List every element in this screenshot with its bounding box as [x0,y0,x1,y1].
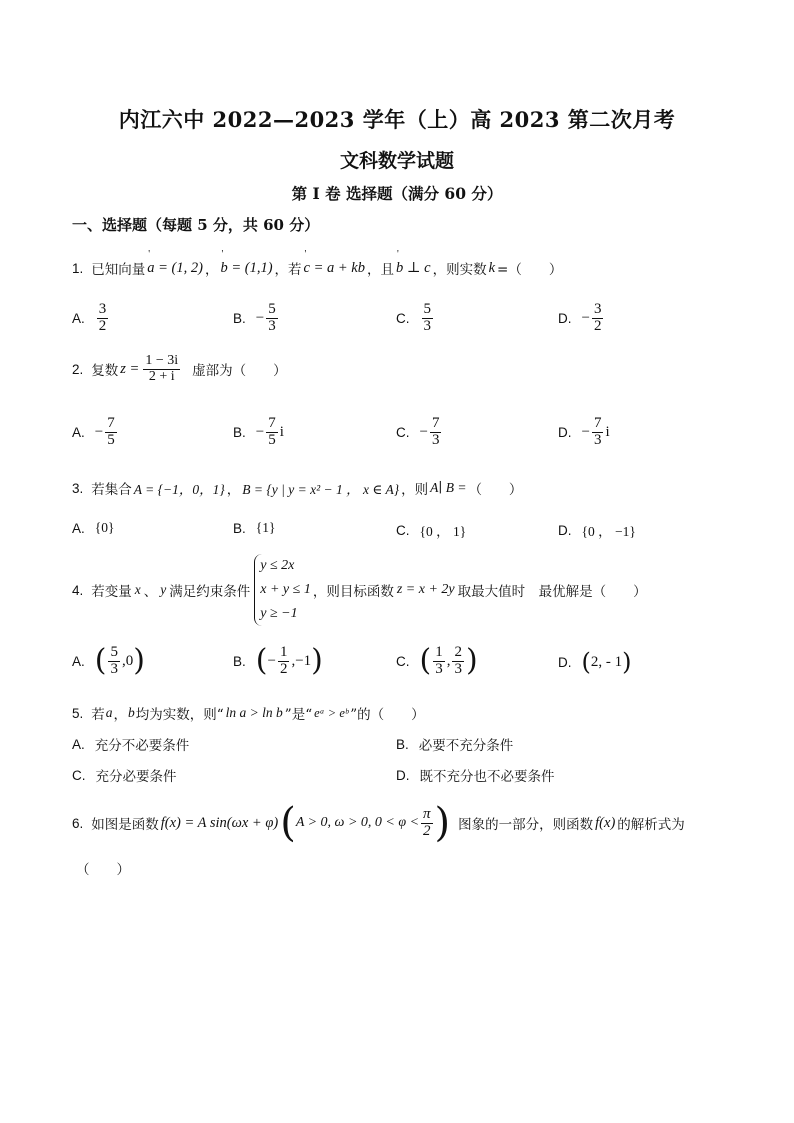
question-number: 6. [72,815,84,831]
q5-option-c[interactable]: C. 充分必要条件 [72,767,177,785]
page-subtitle: 文科数学试题 [339,150,454,172]
question-number: 2. [72,361,84,377]
q2-option-a[interactable]: A. − $\frac{7}{5}$ [72,415,115,448]
q4-option-b[interactable]: B. ( − $\frac{1}{2}$ , −1 ) [233,643,323,679]
question-6: 6. 如图是函数 f(x) = A sin(ωx + φ) ( A > 0, ω > 0, 0 < φ < $\frac{\pi}{2}$ ) 图象的一部分，则函数 f(x) 的解析式为 [72,800,685,846]
q4-option-a[interactable]: A. ( $\frac{5}{3}$ , 0 ) [72,643,145,679]
question-number: 3. [72,480,84,496]
vector-a: ' a = (1, 2) [147,260,203,277]
q1-option-b[interactable]: B. − $\frac{5}{3}$ [233,301,276,334]
complex-fraction: $\frac{1 - 3i}{2 + i}$ [145,353,179,384]
question-4: 4. 若变量 x 、 y 满足约束条件 y ≤ 2x x + y ≤ 1 y ≥ −1 ，则目标函数 z = x + 2y 取最大值时 最优解是（ ） [72,554,647,626]
perpendicular-expr: ' b ⊥ c [396,260,431,277]
q1-option-c[interactable]: C. $\frac{5}{3}$ [396,301,431,334]
q1-option-d[interactable]: D. − $\frac{3}{2}$ [558,301,602,334]
q5-option-d[interactable]: D. 既不充分也不必要条件 [396,767,555,785]
vector-c-expr: ' c = a + kb [304,260,365,277]
q2-option-b[interactable]: B. − $\frac{7}{5}$ i [233,415,284,448]
question-2: 2. 复数 z = $\frac{1 - 3i}{2 + i}$ 虚部为（ ） [72,353,287,384]
page-title: 内江六中 2022—2023 学年（上）高 2023 第二次月考 [118,107,676,132]
question-6-answer-blank: （ ） [76,862,130,878]
section-heading: 一、选择题（每题 5 分，共 60 分） [72,216,320,234]
q5-option-a[interactable]: A. 充分不必要条件 [72,736,190,754]
vector-b: ' b = (1,1) [220,260,272,277]
question-number: 5. [72,705,84,721]
q1-option-a[interactable]: A. $\frac{3}{2}$ [72,301,107,334]
question-number: 4. [72,582,84,598]
q2-option-d[interactable]: D. − $\frac{7}{3}$ i [558,415,610,448]
q4-option-d[interactable]: D. ( 2, - 1 ) [558,648,632,676]
q3-option-b[interactable]: B. {1} [233,520,276,536]
q3-option-d[interactable]: D. {0 ， −1} [558,522,636,539]
q4-option-c[interactable]: C. ( $\frac{1}{3}$ , $\frac{2}{3}$ ) [396,643,478,679]
question-3: 3. 若集合 A = {−1，0，1} ， B = {y | y = x² − 1 ， x ∈ A} ，则 A∣ B = （ ） [72,480,523,498]
q3-option-c[interactable]: C. {0 ， 1} [396,522,467,539]
volume-heading: 第 I 卷 选择题（满分 60 分） [291,184,503,203]
question-number: 1. [72,260,84,276]
q2-option-c[interactable]: C. − $\frac{7}{3}$ [396,415,440,448]
question-5: 5. 若 a ， b 均为实数，则“ ln a > ln b ”是“ eᵃ > eᵇ ”的（ ） [72,705,425,723]
q5-option-b[interactable]: B. 必要不充分条件 [396,736,514,754]
question-1: 1. 已知向量 ' a = (1, 2) ， ' b = (1,1) ，若 ' c = a + kb ，且 ' b ⊥ c ，则实数 k =（ ） [72,258,562,278]
constraint-system: y ≤ 2x x + y ≤ 1 y ≥ −1 [254,554,311,626]
q3-option-a[interactable]: A. {0} [72,520,115,536]
